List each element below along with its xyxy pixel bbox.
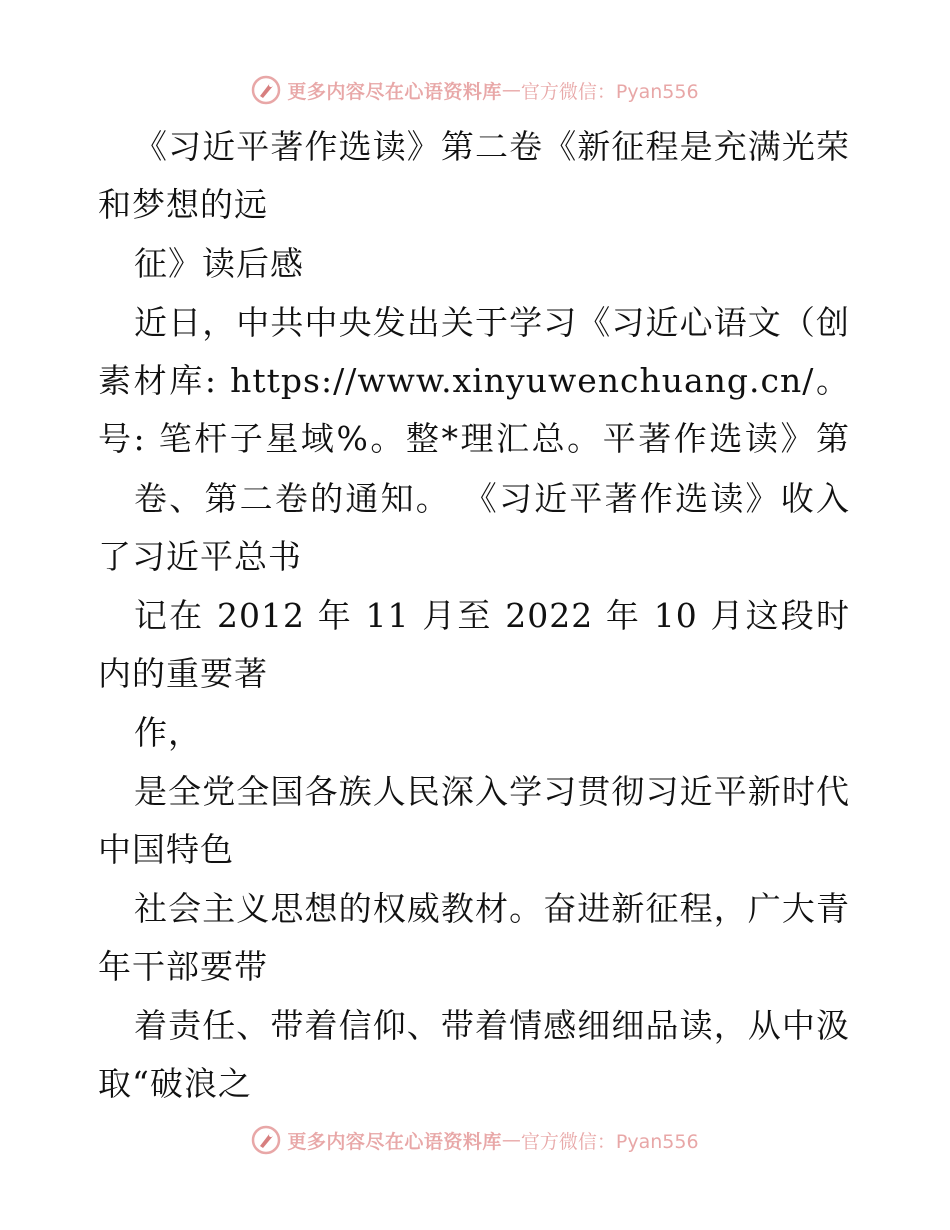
text-line-6: 号: 笔杆子星域%。整*理汇总。平著作选读》第 bbox=[98, 419, 850, 458]
text-line-17: 取“破浪之 bbox=[98, 1064, 252, 1103]
banner-wechat: 官方微信：Pyan556 bbox=[520, 1130, 699, 1153]
text-line-14: 社会主义思想的权威教材。奋进新征程，广大青 bbox=[134, 889, 850, 928]
text-line-10: 内的重要著 bbox=[98, 654, 268, 693]
pen-nib-circle-icon bbox=[251, 75, 281, 105]
text-line-2: 和梦想的远 bbox=[98, 185, 268, 224]
text-line-16: 着责任、带着信仰、带着情感细细品读，从中汲 bbox=[134, 1006, 850, 1045]
text-line-4: 近日，中共中央发出关于学习《习近心语文（创 bbox=[134, 303, 850, 342]
text-line-9: 记在 2012 年 11 月至 2022 年 10 月这段时 bbox=[134, 596, 850, 635]
text-line-8: 了习近平总书 bbox=[98, 537, 302, 576]
banner-separator: — bbox=[501, 1129, 521, 1151]
banner-text: 更多内容尽在心语资料库 bbox=[287, 80, 502, 103]
text-line-13: 中国特色 bbox=[98, 830, 234, 869]
text-line-1: 《习近平著作选读》第二卷《新征程是充满光荣 bbox=[134, 127, 850, 166]
footer-watermark-banner bbox=[0, 1120, 950, 1160]
text-line-15: 年干部要带 bbox=[98, 947, 268, 986]
banner-separator: — bbox=[501, 79, 521, 101]
header-watermark-banner bbox=[0, 70, 950, 110]
text-line-5: 素材库: https://www.xinyuwenchuang.cn/。 bbox=[98, 361, 850, 400]
banner-wechat: 官方微信：Pyan556 bbox=[520, 80, 699, 103]
text-line-7: 卷、第二卷的通知。 《习近平著作选读》收入 bbox=[134, 479, 850, 518]
banner-text: 更多内容尽在心语资料库 bbox=[287, 1130, 502, 1153]
text-line-3: 征》读后感 bbox=[134, 244, 304, 283]
text-line-11: 作， bbox=[134, 713, 202, 752]
pen-nib-circle-icon bbox=[251, 1125, 281, 1155]
text-line-12: 是全党全国各族人民深入学习贯彻习近平新时代 bbox=[134, 772, 850, 811]
